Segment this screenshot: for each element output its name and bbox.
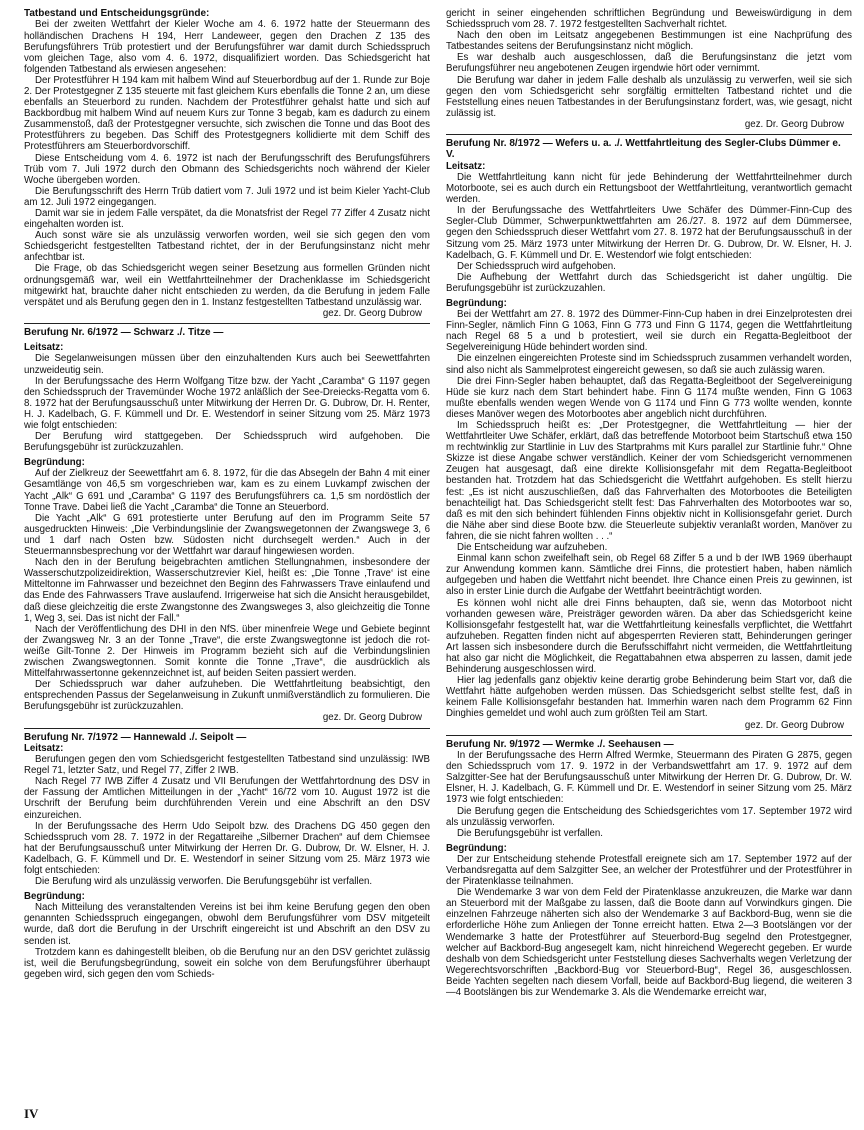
paragraph: Die Berufung war daher in jedem Falle deshalb als unzulässig zu verwerfen, weil sie sich gegen den vom Schiedsgericht sehr sorgfältig ermittelten Tatbestand richtet und die Feststellung eines neuen Tatbestandes in der Berufungsinstanz fordert, was, wie gesagt, nicht zulässig ist. bbox=[446, 74, 852, 119]
paragraph: In der Berufungssache des Wettfahrtleiters Uwe Schäfer des Dümmer-Finn-Cup des Segler-Club Dümmer, Schwerpunktwettfahrten am 26./27. 8. 1972 auf dem Dümmersee, gegen den Schiedsspruch dieser Wettfahrt vom 27. 8. 1972 hat der Berufungsausschuß in der Sitzung vom 25. März 1973 unter Mitwirkung der Herren Dr. G. Dubrow, Dr. W. Elsner, H. J. Kadelbach, G. F. Kümmell und Dr. E. Westendorf wie folgt entschieden: bbox=[446, 205, 852, 261]
page-number: IV bbox=[24, 1106, 39, 1121]
paragraph: Die Entscheidung war aufzuheben. bbox=[457, 542, 608, 554]
section-divider bbox=[446, 134, 852, 135]
signature: gez. Dr. Georg Dubrow bbox=[744, 118, 844, 130]
leitsatz-heading: Leitsatz: bbox=[446, 160, 486, 172]
appeal-heading-9: Berufung Nr. 9/1972 — Wermke ./. Seehausen — bbox=[446, 738, 674, 750]
paragraph: Die Frage, ob das Schiedsgericht wegen seiner Besetzung aus formellen Gründen nicht ordnungsgemäß war, weil ein Wettfahrtteilnehmer der Drachenklasse im Schiedsgericht mitgewirkt hat, brauchte daher nicht entschieden zu werden, da die Berufung in jedem Falle verspätet und als Berufung gegen den in 1. Instanz festgestellten Tatbestand unzulässig war. bbox=[24, 263, 430, 308]
paragraph: In der Berufungssache des Herrn Udo Seipolt bzw. des Drachens DG 450 gegen den Schiedsspruch vom 28. 7. 1972 in der Regattareihe „Silberner Drachen“ auf dem Chiemsee hat der Berufungsausschuß unter Mitwirkung der Herren Dr. G. Dubrow, Dr. W. Elsner, H. J. Kadelbach, G. F. Kümmell und Dr. E. Westendorf in seiner Sitzung vom 25. März 1973 wie folgt entschieden: bbox=[24, 820, 430, 876]
paragraph: Die einzelnen eingereichten Proteste sind im Schiedsspruch zusammen verhandelt worden, sind also nicht als Sammelprotest eingereicht gewesen, so daß sie auch zulässig waren. bbox=[446, 353, 852, 376]
left-column bbox=[24, 8, 430, 1103]
paragraph: Bei der Wettfahrt am 27. 8. 1972 des Dümmer-Finn-Cup haben in drei Einzelprotesten drei Finn-Segler, nämlich Finn G 1063, Finn G 773 und Finn G 1174, gegen die Wettfahrtleitung nach Regel 68 5 a und b protestiert, weil sie durch ein Regatta-Begleitboot der Segelvereinigung Hüde behindert worden sind. bbox=[446, 309, 852, 354]
paragraph: Nach Mitteilung des veranstaltenden Vereins ist bei ihm keine Berufung gegen den oben genannten Schiedsspruch eingegangen, obwohl dem Berufungsführer vom DSV mitgeteilt wurde, daß dort die Berufung in der Urschrift eingereicht ist und Abschrift an den DSV zu senden ist. bbox=[24, 902, 430, 947]
paragraph: In der Berufungssache des Herrn Alfred Wermke, Steuermann des Piraten G 2875, gegen den Schiedsspruch vom 17. 9. 1972 in der Verbandswettfahrt am 17. 9. 1972 auf dem Salzgitter-See hat der Berufungsausschuß unter Mitwirkung der Herren Dr. G. Dubrow, Dr. W. Elsner, H. J. Kadelbach, G. F. Kümmell und Dr. E. Westendorf in seiner Sitzung vom 25. März 1973 wie folgt entschieden: bbox=[446, 750, 852, 806]
paragraph: Die Segelanweisungen müssen über den einzuhaltenden Kurs auch bei Seewettfahrten unzweideutig sein. bbox=[24, 353, 430, 376]
paragraph: Auf der Zielkreuz der Seewettfahrt am 6. 8. 1972, für die das Absegeln der Bahn 4 mit einer Gesamtlänge von 46,5 sm vorgeschrieben war, kam es zu einem Luvkampf zwischen der Yacht „Alk“ G 691 und „Caramba“ G 1197 des Berufungsführers ca. 1,5 sm nordöstlich der Tonne Trave. Dabei ließ die Yacht „Caramba“ die Tonne an Steuerbord. bbox=[24, 468, 430, 513]
section-title: Tatbestand und Entscheidungsgründe: bbox=[24, 8, 210, 19]
section-divider bbox=[24, 323, 430, 324]
right-column bbox=[446, 8, 852, 1103]
paragraph: Berufungen gegen den vom Schiedsgericht festgestellten Tatbestand sind unzulässig: IWB Regel 71, letzter Satz, und Regel 77, Ziffer 2 IWB. bbox=[24, 754, 430, 777]
paragraph: Einmal kann schon zweifelhaft sein, ob Regel 68 Ziffer 5 a und b der IWB 1969 überhaupt zur Anwendung kommen kann. Sämtliche drei Finns, die protestiert haben, haben nämlich aufgegeben und haben die Wettfahrt nicht beendet. Ihre Chance einen Preis zu gewinnen, ist also in erster Linie durch die Aufgabe der Wettfahrt beeinträchtigt worden. bbox=[446, 553, 852, 598]
paragraph: Auch sonst wäre sie als unzulässig verworfen worden, weil sie sich gegen den vom Schiedsgericht festgestellten Tatbestand richtet, der in der Berufungsinstanz nicht mehr anfechtbar ist. bbox=[24, 230, 430, 264]
appeal-heading-6: Berufung Nr. 6/1972 — Schwarz ./. Titze — bbox=[24, 326, 224, 338]
paragraph: Es können wohl nicht alle drei Finns behaupten, daß sie, wenn das Motorboot nicht vorhanden gewesen wäre, Preisträger geworden wären. Da aber das Schiedsgericht keine Kollisionsgefahr festgestellt hat, war die Wettfahrtleitung keinesfalls verpflichtet, die Wettfahrt aufzuheben. Regatten finden nicht auf abgesperrten Revieren statt, Behinderungen geringer Art lassen sich insbesondere durch die Berufsschiffahrt nicht vermeiden, die Wettfahrtleitung hat also gar nicht die Möglichkeit, die Regattabahnen etwa absperren zu lassen, damit jede Behinderung ausgeschlossen wird. bbox=[446, 597, 852, 676]
paragraph: gericht in seiner eingehenden schriftlichen Begründung und Beweiswürdigung in dem Schiedsspruch vom 28. 7. 1972 festgestellten Sachverhalt richtet. bbox=[446, 8, 852, 31]
paragraph: Damit war sie in jedem Falle verspätet, da die Monatsfrist der Regel 77 Ziffer 4 Zusatz nicht eingehalten worden ist. bbox=[24, 208, 430, 231]
paragraph: Diese Entscheidung vom 4. 6. 1972 ist nach der Berufungsschrift des Berufungsführers Trüb vom 7. Juli 1972 durch den Obmann des Schiedsgerichts noch während der Kieler Woche übergeben worden. bbox=[24, 152, 430, 186]
paragraph: Es war deshalb auch ausgeschlossen, daß die Berufungsinstanz die jetzt vom Berufungsführer neu angebotenen Zeugen irgendwie hört oder vernimmt. bbox=[446, 52, 852, 75]
signature: gez. Dr. Georg Dubrow bbox=[744, 719, 844, 731]
paragraph: Die Aufhebung der Wettfahrt durch das Schiedsgericht ist daher ungültig. Die Berufungsgebühr ist zurückzuzahlen. bbox=[446, 271, 852, 294]
paragraph: Die Berufung gegen die Entscheidung des Schiedsgerichtes vom 17. September 1972 wird als unzulässig verworfen. bbox=[446, 805, 852, 828]
paragraph: Die Berufung wird als unzulässig verworfen. Die Berufungsgebühr ist verfallen. bbox=[35, 876, 373, 888]
begruendung-heading: Begründung: bbox=[446, 842, 507, 854]
paragraph: Nach den oben im Leitsatz angegebenen Bestimmungen ist eine Nachprüfung des Tatbestandes seitens der Berufungsinstanz nicht möglich. bbox=[446, 30, 852, 53]
paragraph: Bei der zweiten Wettfahrt der Kieler Woche am 4. 6. 1972 hatte der Steuermann des holländischen Drachens H 194, Herr Landeweer, gegen den Drachen Z 135 des Berufungsführers Trüb protestiert und der Berufungsführer war damit durch Schiedsspruch vom gleichen Tage, also vom 4. 6. 1972, disqualifiziert worden. Das Schiedsgericht hat folgenden Tatbestand als erwiesen angesehen: bbox=[24, 19, 430, 75]
paragraph: In der Berufungssache des Herrn Wolfgang Titze bzw. der Yacht „Caramba“ G 1197 gegen den Schiedsspruch der Travemünder Woche 1972 anläßlich der See-Dreiecks-Regatta vom 6. 8. 1972 hat der Berufungsausschuß unter Mitwirkung der Herren Dr. G. Dubrow, Dr. H. Renter, H. J. Kadelbach, G. F. Kümmell und Dr. E. Westendorf in seiner Sitzung vom 25. März 1973 wie folgt entschieden: bbox=[24, 375, 430, 431]
paragraph: Der Protestführer H 194 kam mit halbem Wind auf Steuerbordbug auf der 1. Runde zur Boje 2. Der Protestgegner Z 135 steuerte mit fast gleichem Kurs ebenfalls die Tonne 2 an, um diese ebenfalls an Steuerbord zu runden. Nachdem der Protestführer gehalst hatte und sich auf Backbordbug mit halbem Wind auf neuem Kurs zur Tonne 3 begab, kam es dadurch zu einem Zusammenstoß, daß der Protestgegner versuchte, sich zwischen die Tonne und das Boot des Protestführers zu begeben. Das Schiff des Protestgegners kollidierte mit dem Schiff des Protestführers am Steuerbordvorschiff. bbox=[24, 74, 430, 153]
paragraph: Nach Regel 77 IWB Ziffer 4 Zusatz und VII Berufungen der Wettfahrtordnung des DSV in der Fassung der Amtlichen Mitteilungen in der „Yacht“ 16/72 vom 10. August 1972 ist die Urschrift der Berufung beim durchführenden Verein und eine Abschrift an den DSV einzureichen. bbox=[24, 776, 430, 821]
paragraph: Die Wettfahrtleitung kann nicht für jede Behinderung der Wettfahrtteilnehmer durch Motorboote, sei es auch durch ein Rettungsboot der Wettfahrtleitung, verantwortlich gemacht werden. bbox=[446, 171, 852, 206]
appeal-heading-8: Berufung Nr. 8/1972 — Wefers u. a. ./. Wettfahrtleitung des Segler-Clubs Dümmer e. V. bbox=[446, 138, 841, 161]
begruendung-heading: Begründung: bbox=[446, 297, 507, 309]
paragraph: Hier lag jedenfalls ganz objektiv keine derartig grobe Behinderung beim Start vor, daß die Wettfahrt hätte aufgehoben werden müssen. Das Schiedsgericht selbst stellte fest, daß in keinem Falle Kollisionsgefahr bestanden hat. Immerhin waren nach dem Programm 62 Finn Dinghies gemeldet und wohl auch zum größten Teil am Start. bbox=[446, 675, 852, 720]
leitsatz-heading: Leitsatz: bbox=[24, 742, 64, 754]
paragraph: Der zur Entscheidung stehende Protestfall ereignete sich am 17. September 1972 auf der Verbandsregatta auf dem Salzgitter See, an welcher der Protestführer und der Protestführer in der Piratenklasse teilnahmen. bbox=[446, 853, 852, 888]
paragraph: Nach der Veröffentlichung des DHI in den NfS. über minenfreie Wege und Gebiete beginnt der Zwangsweg Nr. 3 an der Tonne „Trave“, die erste Zwangswegtonne ist jedoch die rot-weiße Gilt-Tonne 2. Der Hinweis im Programm bezieht sich auf die Verbindungslinien zwischen Zwangswegtonnen. Somit konnte die Tonne „Trave“, die ausdrücklich als Mittelfahrwassertonne gekennzeichnet ist, auf beiden Seiten passiert werden. bbox=[24, 623, 430, 680]
paragraph: Im Schiedsspruch heißt es: „Der Protestgegner, die Wettfahrtleitung — hier der Wettfahrtleiter Uwe Schäfer, erklärt, daß das betreffende Motorboot beim Startschuß etwa 150 m rechtwinklig zur Startlinie in Luv des Startprahms mit Kurs parallel zur Startlinie fuhr.“ Ohne Skizze ist diese Angabe schwer verständlich. Keiner der vom Schiedsgericht vernommenen Zeugen hat ausgesagt, daß eine direkte Kollisionsgefahr mit dem Regatta-Begleitboot bestanden hat. Trotzdem hat das Schiedsgericht die Wettfahrt aufgehoben. Es stellt hierzu fest: „Es ist nicht auszuschließen, daß das Fahrverhalten des Motorbootes die Beteiligten benachteiligt hat. Das Schiedsgericht stellt fest: Das Fahrverhalten des Motorbootes war so, daß es mit den sich behindert fühlenden Finns objektiv nicht in Kollisionsgefahr geriet. Durch die Nähe aber sind diese Boote bzw. die Steuerleute subjektiv veranlaßt worden, Manöver zu fahren, die sie nicht fahren wollten . . .“ bbox=[446, 420, 852, 542]
paragraph: Trotzdem kann es dahingestellt bleiben, ob die Berufung nur an den DSV gerichtet zulässig ist, weil die Berufungsbegründung, soweit ein solche von dem Berufungsführer überhaupt gegeben wird, sich gegen den vom Schieds- bbox=[24, 946, 430, 980]
paragraph: Die drei Finn-Segler haben behauptet, daß das Regatta-Begleitboot der Segelvereinigung Hüde sie kurz nach dem Start behindert habe. Finn G 1174 mußte wenden, Finn G 1063 mußte ebenfalls wenden wegen Wende von G 1174 und Finn G 773 wollte wenden, konnte dieses Manöver wegen des Motorbootes aber angeblich nicht durchführen. bbox=[446, 375, 852, 420]
section-divider bbox=[24, 728, 430, 729]
paragraph: Die Wendemarke 3 war von dem Feld der Piratenklasse anzukreuzen, die Marke war dann an Steuerbord mit der Maßgabe zu lassen, daß die Boote dann auf Vorwindkurs gingen. Die einzelnen Fahrzeuge näherten sich also der Wendemarke 3 auf Backbord-Bug, wenn sie die erforderliche Höhe zum Anliegen der Tonne erreicht hatten. Etwa 2—3 Bootslängen vor der Wendemarke 3 hatte der Protestführer auf Steuerbord-Bug segelnd den Protestgegner, welcher auf Backbord-Bug angesegelt kam, nicht hinreichend Wegerecht gegeben. Er wurde deshalb von dem Schiedsgericht unter Feststellung dieses Sachverhalts wegen Verletzung der Wegerechtsvorschriften „Backbord-Bug vor Steuerbord-Bug“, Regel 36, ausgeschlossen. Beide Yachten segelten nach diesem Vorfall, beide auf Backbord-Bug liegend, die weiteren 3—4 Bootslängen bis zur Wendemarke 3. Als die Wendemarke erreicht war, bbox=[446, 887, 852, 998]
begruendung-heading: Begründung: bbox=[24, 891, 85, 903]
paragraph: Die Yacht „Alk“ G 691 protestierte unter Berufung auf den im Programm Seite 57 ausgedruckten Hinweis: „Die Verbindungslinie der Zwangswegetonnen der Zwangswege 3, 6 und 1 darf nach Osten bzw. Südosten nicht durchsegelt werden.“ Auch in der Steuermannsbesprechung vor der Wettfahrt war darauf hingewiesen worden. bbox=[24, 512, 430, 558]
signature: gez. Dr. Georg Dubrow bbox=[322, 712, 422, 724]
signature: gez. Dr. Georg Dubrow bbox=[322, 307, 422, 319]
paragraph: Der Berufung wird stattgegeben. Der Schiedsspruch wird aufgehoben. Die Berufungsgebühr ist zurückzuzahlen. bbox=[24, 431, 430, 454]
leitsatz-heading: Leitsatz: bbox=[24, 342, 64, 354]
appeal-heading-7: Berufung Nr. 7/1972 — Hannewald ./. Seipolt — bbox=[24, 731, 247, 743]
paragraph: Der Schiedsspruch wird aufgehoben. bbox=[457, 260, 616, 272]
paragraph: Die Berufungsgebühr ist verfallen. bbox=[457, 827, 603, 839]
paragraph: Der Schiedsspruch war daher aufzuheben. Die Wettfahrtleitung beabsichtigt, den entsprechenden Passus der Segelanweisung in Zukunft unmißverständlich zu formulieren. Die Berufungsgebühr ist zurückzuzahlen. bbox=[24, 679, 430, 713]
paragraph: Die Berufungsschrift des Herrn Trüb datiert vom 7. Juli 1972 und ist beim Kieler Yacht-Club am 12. Juli 1972 eingegangen. bbox=[24, 185, 430, 208]
begruendung-heading: Begründung: bbox=[24, 457, 85, 469]
paragraph: Nach den in der Berufung beigebrachten amtlichen Stellungnahmen, insbesondere der Wasserschutzpolizeidirektion, Wasserschutzrevier Kiel, heißt es: „Die Tonne ‚Trave‘ ist eine Mitteltonne im Fahrwasser und bezeichnet den Beginn des Fahrwassers Trave einlaufend und das Ende des Fahrwassers Trave auslaufend. Irrigerweise hat sich die Ansicht herausgebildet, daß diese gleichzeitig die erste Zwangstonne des Zwangsweges 3, also gleichzeitig die Tonne 1, Weg 3, sei. Das ist nicht der Fall.“ bbox=[24, 557, 430, 624]
section-divider bbox=[446, 735, 852, 736]
